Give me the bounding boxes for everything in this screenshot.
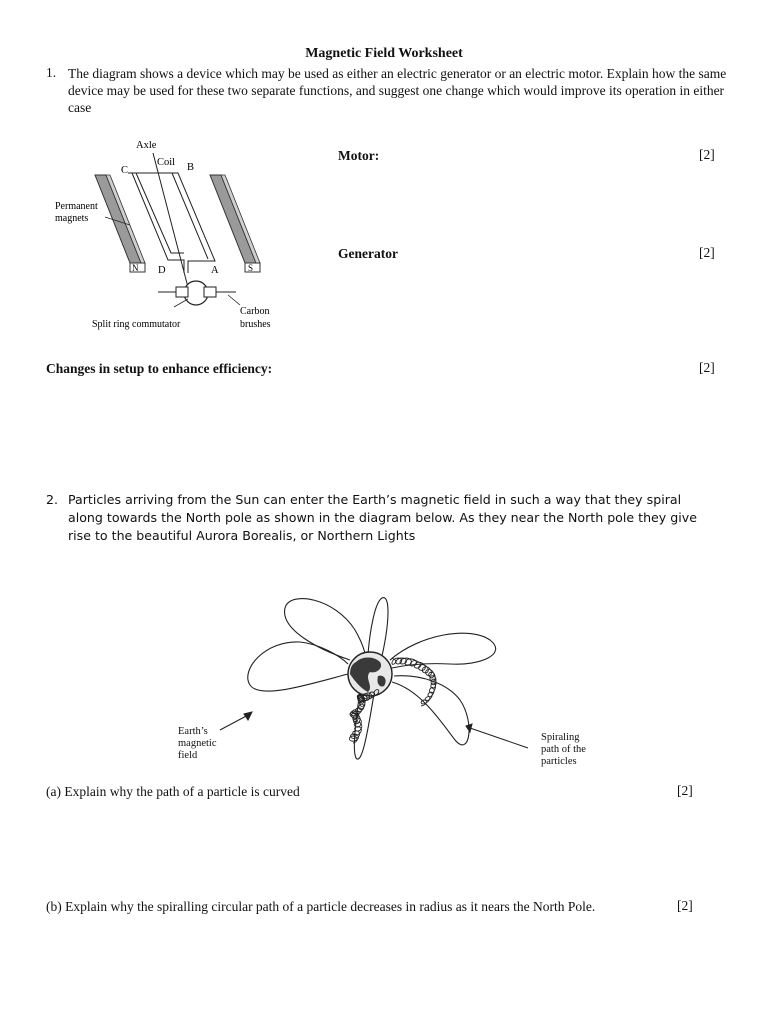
motor-diagram	[50, 135, 290, 335]
part-a-mark: [2]	[677, 783, 693, 798]
magnet-n-label: N	[132, 263, 139, 273]
spiral-label-line-1: Spiraling	[541, 732, 580, 743]
label-permanent: Permanent	[55, 201, 98, 212]
generator-mark: [2]	[699, 245, 715, 260]
arrows	[220, 712, 528, 748]
worksheet-title: Magnetic Field Worksheet	[305, 46, 463, 61]
question-1-number: 1.	[46, 65, 57, 80]
motor-label: Motor:	[338, 148, 380, 163]
label-axle: Axle	[136, 140, 157, 151]
spiral-path-label	[541, 732, 586, 768]
label-carbon: Carbon	[240, 306, 270, 317]
label-b: B	[187, 162, 195, 173]
earth	[348, 652, 392, 696]
label-d: D	[158, 265, 166, 276]
motor-mark: [2]	[699, 147, 715, 162]
label-c: C	[121, 165, 129, 176]
earth-field-line-1: Earth’s	[178, 726, 208, 737]
earth-field-label	[178, 726, 216, 762]
question-1-text: The diagram shows a device which may be used as either an electric generator or an electric motor. Explain how the same device may be used for these two separate functions, and suggest one change which would improve its operation in either case	[68, 66, 727, 115]
question-2-number: 2.	[46, 492, 59, 507]
label-split-ring: Split ring commutator	[92, 319, 181, 330]
earth-field-line-3: field	[178, 750, 198, 761]
spiral-label-line-3: particles	[541, 756, 577, 767]
magnet-s-label: S	[248, 263, 254, 273]
part-a-text: (a) Explain why the path of a particle is curved	[46, 784, 300, 799]
label-magnets: magnets	[55, 213, 89, 224]
label-a: A	[211, 265, 219, 276]
earth-field-line-2: magnetic	[178, 738, 217, 749]
part-b-text: (b) Explain why the spiralling circular path of a particle decreases in radius as it nears the North Pole.	[46, 899, 596, 914]
changes-mark: [2]	[699, 360, 715, 375]
question-2-text: Particles arriving from the Sun can enter the Earth’s magnetic field in such a way that they spiral along towards the North pole as shown in the diagram below. As they near the North pole they give rise to the beautiful Aurora Borealis, or Northern Lights	[68, 492, 697, 543]
changes-label: Changes in setup to enhance efficiency:	[46, 361, 273, 376]
label-coil: Coil	[157, 157, 176, 168]
part-b-mark: [2]	[677, 898, 693, 913]
commutator	[158, 281, 236, 305]
spiral-label-line-2: path of the	[541, 744, 586, 755]
generator-label: Generator	[338, 246, 398, 261]
magnet-s	[210, 175, 260, 273]
magnet-n	[95, 175, 145, 273]
label-brushes: brushes	[240, 319, 271, 330]
